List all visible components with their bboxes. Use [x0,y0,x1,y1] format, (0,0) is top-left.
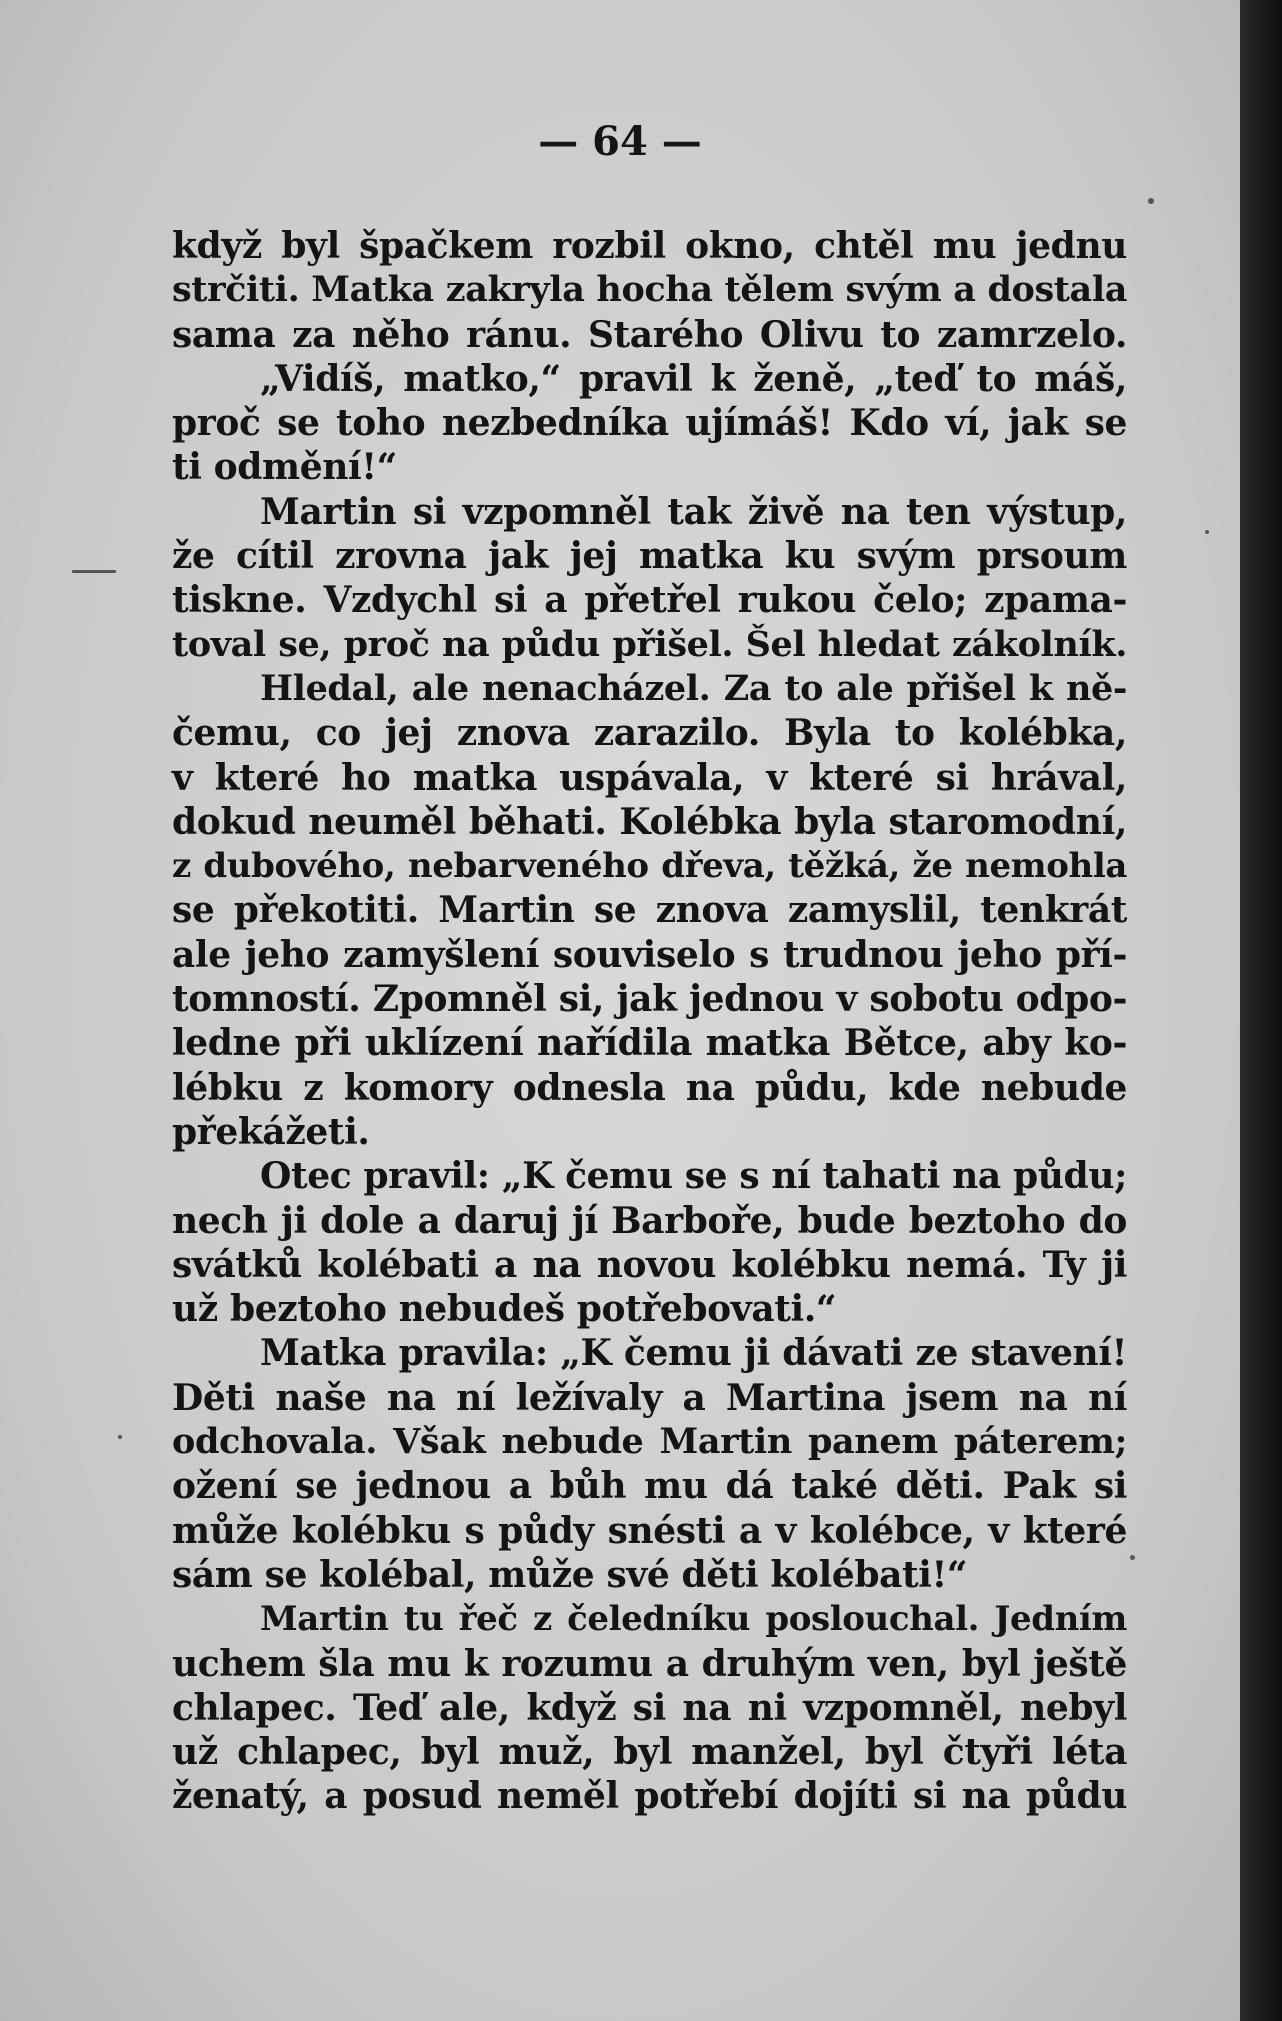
print-speck [118,1435,122,1439]
text-line: když byl špačkem rozbil okno, chtěl mu jednu [172,225,1127,267]
text-line: ti odmění!“ [172,446,397,489]
text-line: lébku z komory odnesla na půdu, kde nebude [172,1066,1127,1109]
text-line: tomností. Zpomněl si, jak jednou v sobotu odpo- [172,978,1127,1021]
text-line: ženatý, a posud neměl potřebí dojíti si na půdu [172,1775,1127,1818]
page-number: — 64 — [538,118,702,165]
text-line: může kolébku s půdy snésti a v kolébce, v které [172,1509,1127,1552]
text-line: strčiti. Matka zakryla hocha tělem svým a dostala [172,269,1127,311]
text-line: z dubového, nebarveného dřeva, těžká, že nemohla [172,846,1127,887]
text-line: ožení se jednou a bůh mu dá také děti. Pak si [172,1465,1127,1508]
text-line: ale jeho zamyšlení souviselo s trudnou jeho pří- [172,933,1127,976]
print-speck [1130,1555,1135,1560]
text-line: Děti naše na ní ležívaly a Martina jsem na ní [172,1376,1127,1419]
text-line: toval se, proč na půdu přišel. Šel hledat zákolník. [172,623,1127,665]
page-edge-shadow [1240,0,1282,2021]
text-line: svátků kolébati a na novou kolébku nemá. Ty ji [172,1243,1127,1286]
text-line: se překotiti. Martin se znova zamyslil, tenkrát [172,889,1127,932]
text-line: chlapec. Teď ale, když si na ni vzpomněl, nebyl [172,1686,1127,1729]
body-text [172,224,1127,1819]
text-line: čemu, co jej znova zarazilo. Byla to kolébka, [172,712,1127,755]
text-line: nech ji dole a daruj jí Barboře, bude beztoho do [172,1199,1127,1242]
text-line: odchovala. Však nebude Martin panem páterem; [172,1421,1127,1463]
print-speck [72,570,116,573]
text-line: překážeti. [172,1110,370,1153]
text-line: Martin si vzpomněl tak živě na ten výstup, [260,490,1127,533]
text-line: už chlapec, byl muž, byl manžel, byl čtyři léta [172,1731,1127,1774]
text-line: tiskne. Vzdychl si a přetřel rukou čelo; zpama- [172,579,1127,622]
text-line: Martin tu řeč z čeledníku poslouchal. Jedním [260,1599,1127,1640]
text-line: sám se kolébal, může své děti kolébati!“ [172,1553,968,1596]
text-line: už beztoho nebudeš potřebovati.“ [172,1288,837,1331]
print-speck [1205,530,1209,534]
text-line: dokud neuměl běhati. Kolébka byla staromodní, [172,800,1127,843]
print-speck [1148,198,1154,204]
text-line: v které ho matka uspávala, v které si hrával, [172,756,1127,799]
text-line: „Vidíš, matko,“ pravil k ženě, „teď to máš, [260,357,1127,400]
text-line: uchem šla mu k rozumu a druhým ven, byl ještě [172,1642,1127,1685]
text-line: proč se toho nezbedníka ujímáš! Kdo ví, jak se [172,402,1127,445]
text-line: že cítil zrovna jak jej matka ku svým prsoum [172,535,1127,578]
text-line: ledne při uklízení nařídila matka Bětce, aby ko- [172,1022,1127,1065]
text-line: Hledal, ale nenacházel. Za to ale přišel k ně- [260,667,1127,709]
text-line: sama za něho ránu. Starého Olivu to zamrzelo. [172,313,1127,356]
text-line: Matka pravila: „K čemu ji dávati ze stavení! [260,1332,1127,1375]
text-line: Otec pravil: „K čemu se s ní tahati na půdu; [260,1155,1127,1198]
